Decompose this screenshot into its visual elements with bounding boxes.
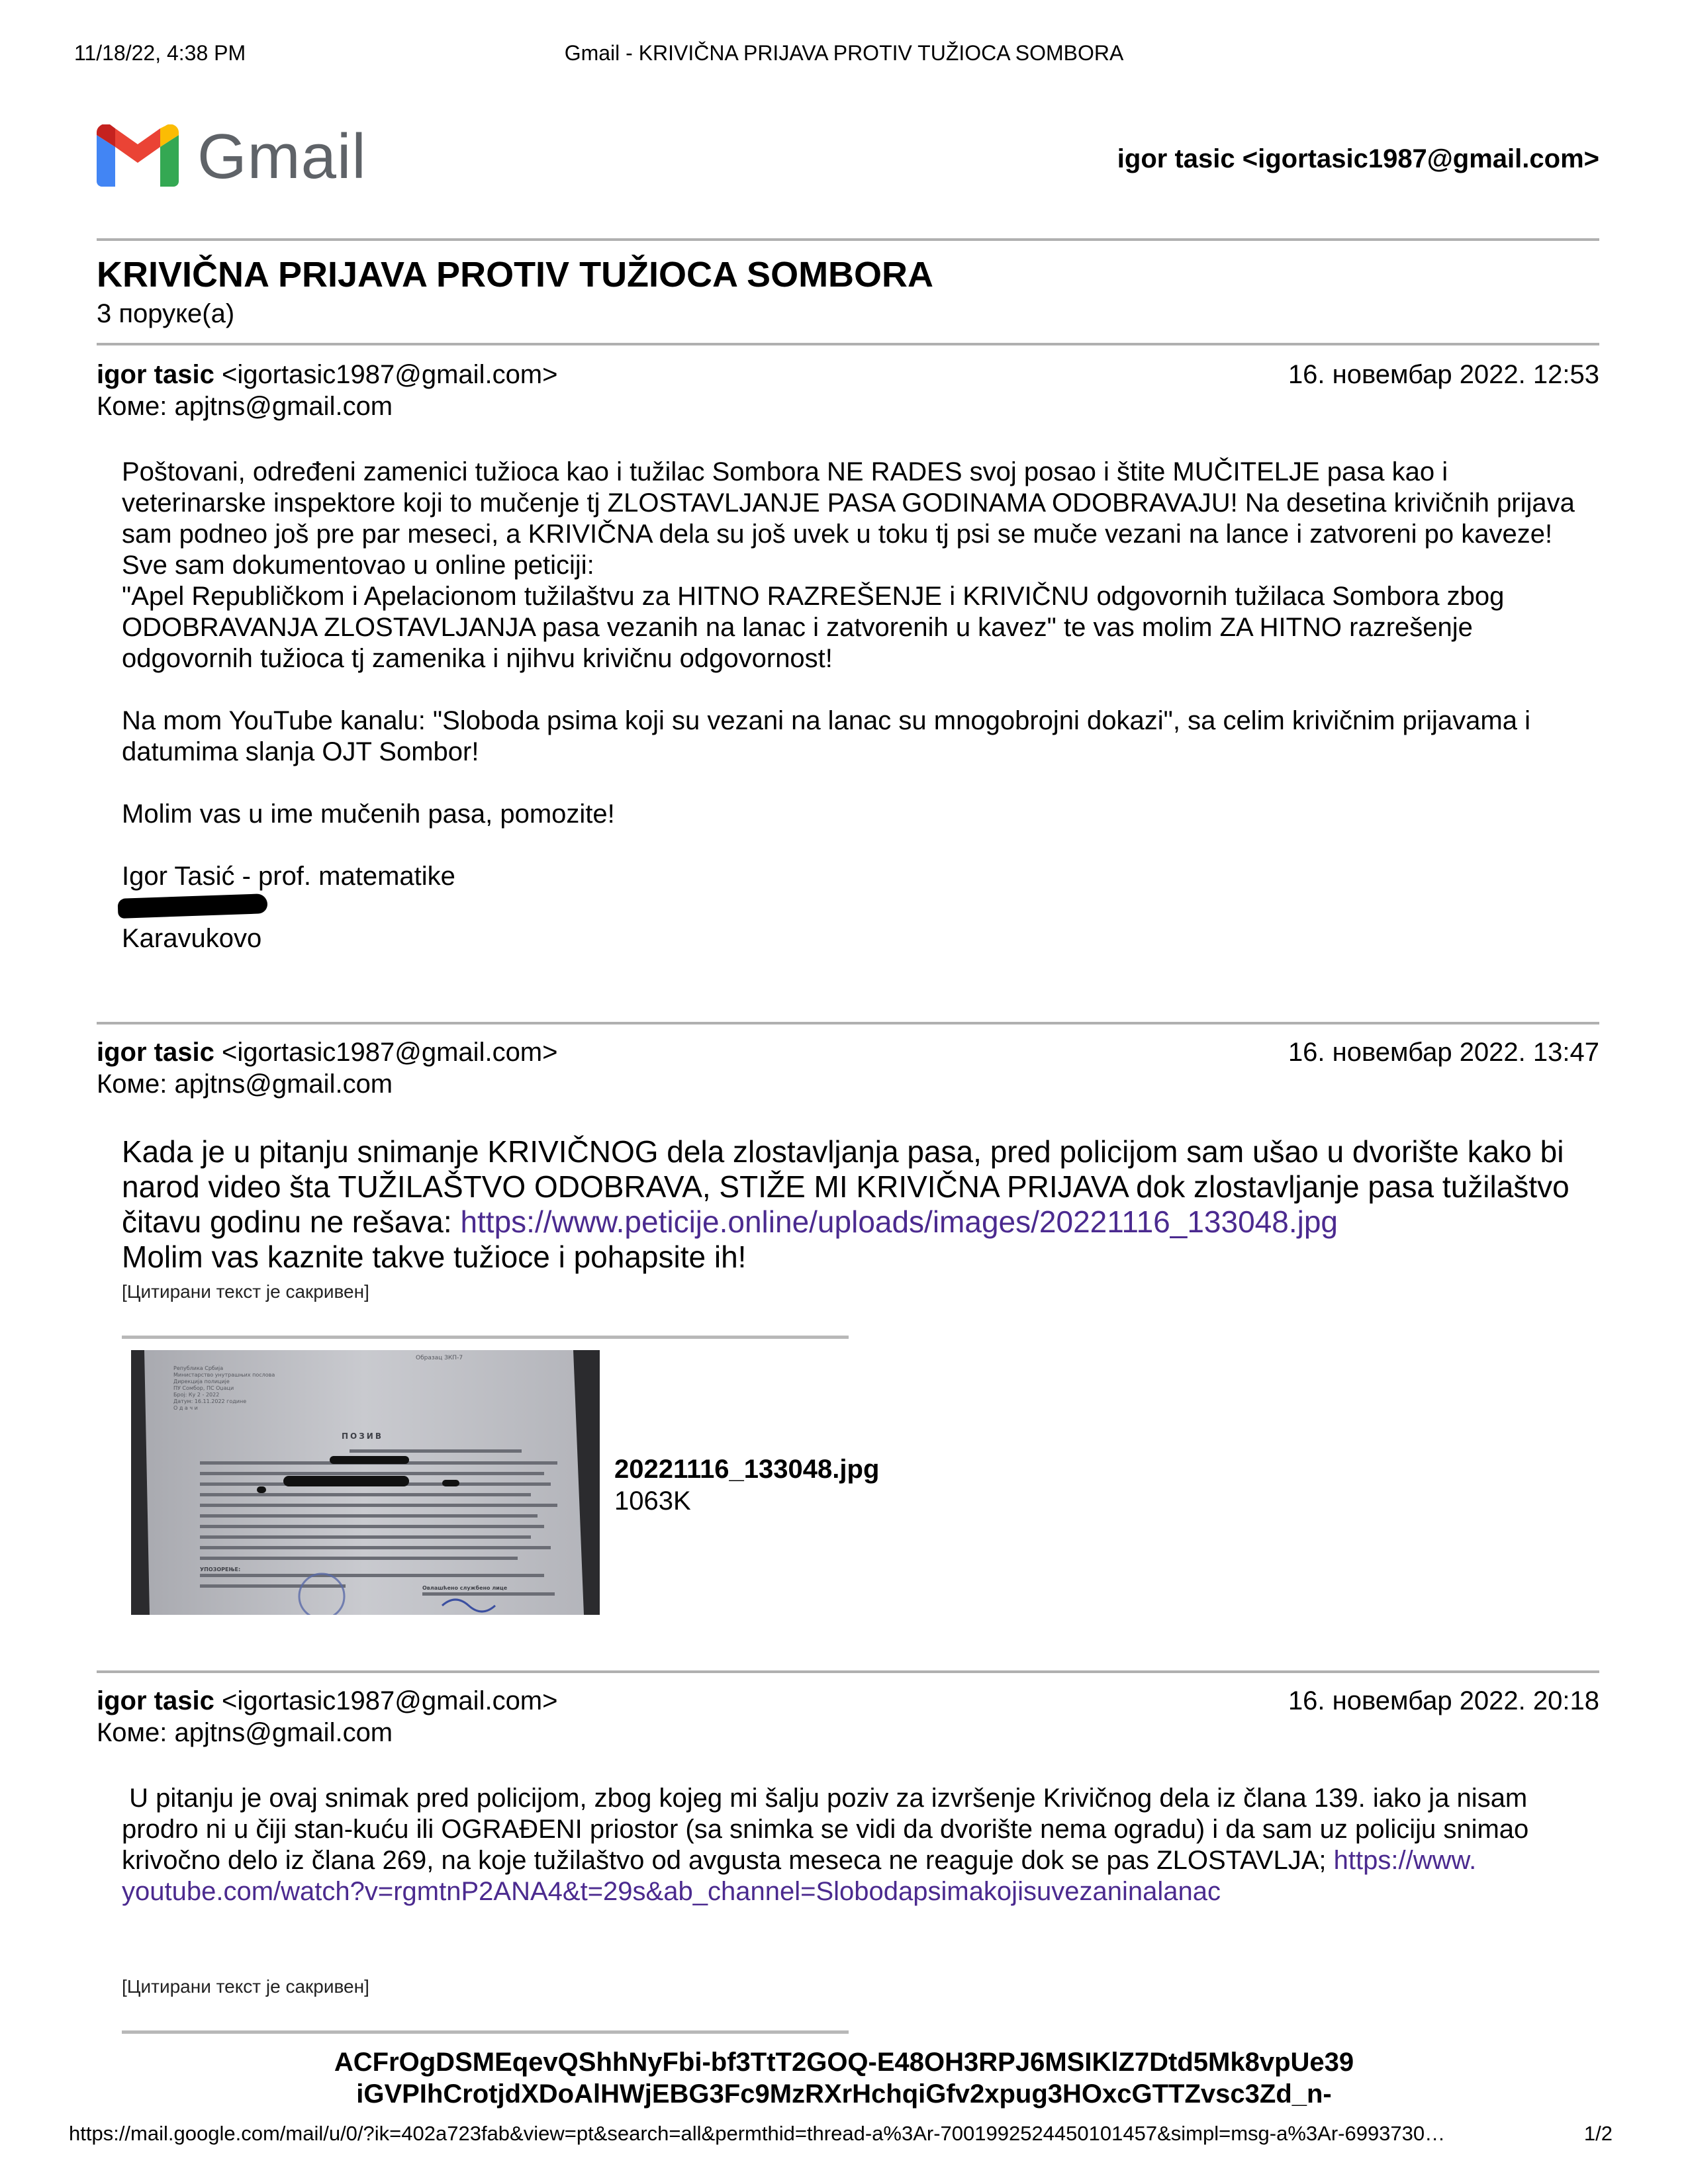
gmail-m-icon [97, 124, 179, 187]
doc-header-line: О д а ч и [173, 1405, 198, 1411]
message-date: 16. новембар 2022. 20:18 [1288, 1686, 1599, 1715]
doc-header-line: ПУ Сомбор, ПС Оџаци [173, 1385, 234, 1391]
message-body [122, 457, 1578, 954]
footer-url: https://mail.google.com/mail/u/0/?ik=402a723fab&view=pt&search=all&permthid=thread-a%3Ar-7001992524450101457&simpl=msg-a%3Ar-6993730… [69, 2122, 1446, 2145]
body-paragraph: Na mom YouTube kanalu: "Sloboda psima koji su vezani na lanac su mnogobrojni dokazi", sa celim krivičnim prijavama i datumima slanja OJT Sombor! [122, 706, 1530, 766]
redaction [122, 892, 1578, 923]
code-line: ACFrOgDSMEqevQShhNyFbi-bf3TtT2GOQ-E48OH3RPJ6MSIKlZ7Dtd5Mk8vpUe39 [334, 2048, 1354, 2077]
document-photo [131, 1350, 600, 1615]
divider [97, 1022, 1599, 1024]
divider [97, 1670, 1599, 1673]
sender-name: igor tasic [97, 360, 214, 389]
message-date: 16. новембар 2022. 12:53 [1288, 360, 1599, 389]
doc-header-line: Број: Ку 2 - 2022 [173, 1392, 220, 1398]
doc-header-line: Дирекција полиције [173, 1379, 230, 1385]
body-text: Kada je u pitanju snimanje KRIVIČNOG dela zlostavljanja pasa, pred policijom sam ušao u dvorište kako bi narod video šta TUŽILAŠTVO ODOBRAVA, STIŽE MI KRIVIČNA PRIJAVA dok zlostavljanje pasa tužilaštvo čitavu godinu ne rešava: [122, 1134, 1570, 1239]
divider [97, 343, 1599, 345]
image-link[interactable]: https://www.peticije.online/uploads/images/20221116_133048.jpg [460, 1205, 1338, 1239]
sender-email: <igortasic1987@gmail.com> [221, 1686, 558, 1715]
print-datetime: 11/18/22, 4:38 PM [74, 41, 246, 65]
quoted-text-hidden[interactable]: [Цитирани текст је сакривен] [122, 1281, 369, 1302]
sender-email: <igortasic1987@gmail.com> [221, 360, 558, 389]
doc-signature: Овлашћено службено лице [422, 1585, 508, 1591]
message-body [122, 1783, 1578, 1907]
attachment-thumbnail[interactable] [131, 1350, 600, 1615]
account-label: igor tasic <igortasic1987@gmail.com> [1117, 144, 1599, 173]
message-recipient: Коме: apjtns@gmail.com [97, 392, 393, 421]
message-sender [97, 360, 558, 390]
sender-name: igor tasic [97, 1038, 214, 1067]
divider [97, 238, 1599, 241]
body-paragraph: Molim vas u ime mučenih pasa, pomozite! [122, 799, 615, 829]
message-sender [97, 1038, 558, 1068]
sender-email: <igortasic1987@gmail.com> [221, 1038, 558, 1067]
doc-header-line: Република Србија [173, 1365, 224, 1371]
doc-warning: УПОЗОРЕЊЕ: [200, 1567, 241, 1572]
message-recipient: Коме: apjtns@gmail.com [97, 1069, 393, 1099]
body-text: Molim vas kaznite takve tužioce i pohapsite ih! [122, 1240, 747, 1274]
doc-header-line: Министарство унутрашњих послова [173, 1372, 275, 1378]
gmail-wordmark: Gmail [197, 121, 367, 192]
signature-place: Karavukovo [122, 924, 262, 953]
code-line: iGVPIhCrotjdXDoAlHWjEBG3Fc9MzRXrHchqiGfv2xpug3HOxcGTTZvsc3Zd_n- [356, 2079, 1332, 2109]
signature-name: Igor Tasić - prof. matematike [122, 862, 455, 891]
message-count: 3 поруке(а) [97, 299, 235, 328]
attachment-divider [122, 1336, 849, 1339]
link-part: https://www. [1333, 1846, 1477, 1875]
message-date: 16. новембар 2022. 13:47 [1288, 1038, 1599, 1067]
body-paragraph: Poštovani, određeni zamenici tužioca kao i tužilac Sombora NE RADES svoj posao i štite MUČITELJE pasa kao i veterinarske inspektore koji to mučenje tj ZLOSTAVLJANJE PASA GODINAMA ODOBRAVAJU! Na desetina krivičnih prijava sam podneo još pre par meseci, a KRIVIČNA dela su još uvek u toku tj psi se muče vezani na lance i zatvoreni po kaveze! [122, 457, 1575, 549]
doc-heading: ПОЗИВ [342, 1432, 383, 1441]
thread-subject: KRIVIČNA PRIJAVA PROTIV TUŽIOCA SOMBORA [97, 255, 934, 295]
doc-header-right: Образац ЗКП-7 [416, 1355, 463, 1361]
print-page-title: Gmail - KRIVIČNA PRIJAVA PROTIV TUŽIOCA SOMBORA [564, 41, 1124, 65]
message-recipient: Коме: apjtns@gmail.com [97, 1718, 393, 1747]
sender-name: igor tasic [97, 1686, 214, 1715]
link-part: youtube.com/watch?v=rgmtnP2ANA4&t=29s&ab_channel=Slobodapsimakojisuvezaninalanac [122, 1877, 1221, 1906]
message-sender [97, 1686, 558, 1716]
message-body [122, 1134, 1591, 1275]
attachment-filename[interactable]: 20221116_133048.jpg [614, 1455, 880, 1484]
page-number: 1/2 [1583, 2122, 1613, 2145]
attachment-size: 1063K [614, 1486, 691, 1516]
attachment-code [0, 2046, 1688, 2110]
body-text: U pitanju je ovaj snimak pred policijom, zbog kojeg mi šalju poziv za izvršenje Krivičnog dela iz člana 139. iako ja nisam prodro ni u čiji stan-kuću ili OGRAĐENI priostor (sa snimka se vidi da dvorište nema ogradu) i da sam uz policiju snimao krivočno delo iz člana 269, na koje tužilaštvo od avgusta meseca ne reaguje dok se pas ZLOSTAVLJA; [122, 1784, 1536, 1875]
gmail-logo [97, 124, 179, 190]
doc-header-line: Датум: 16.11.2022 године [173, 1398, 247, 1404]
attachment-divider [122, 2030, 849, 2034]
quoted-text-hidden[interactable]: [Цитирани текст је сакривен] [122, 1976, 369, 1997]
body-paragraph: "Apel Republičkom i Apelacionom tužilaštvu za HITNO RAZREŠENJE i KRIVIČNU odgovornih tužilaca Sombora zbog ODOBRAVANJA ZLOSTAVLJANJA pasa vezanih na lanac i zatvorenih u kavez" te vas molim ZA HITNO razrešenje odgovornih tužioca tj zamenika i njihvu krivičnu odgovornost! [122, 582, 1505, 673]
body-paragraph: Sve sam dokumentovao u online peticiji: [122, 551, 594, 580]
